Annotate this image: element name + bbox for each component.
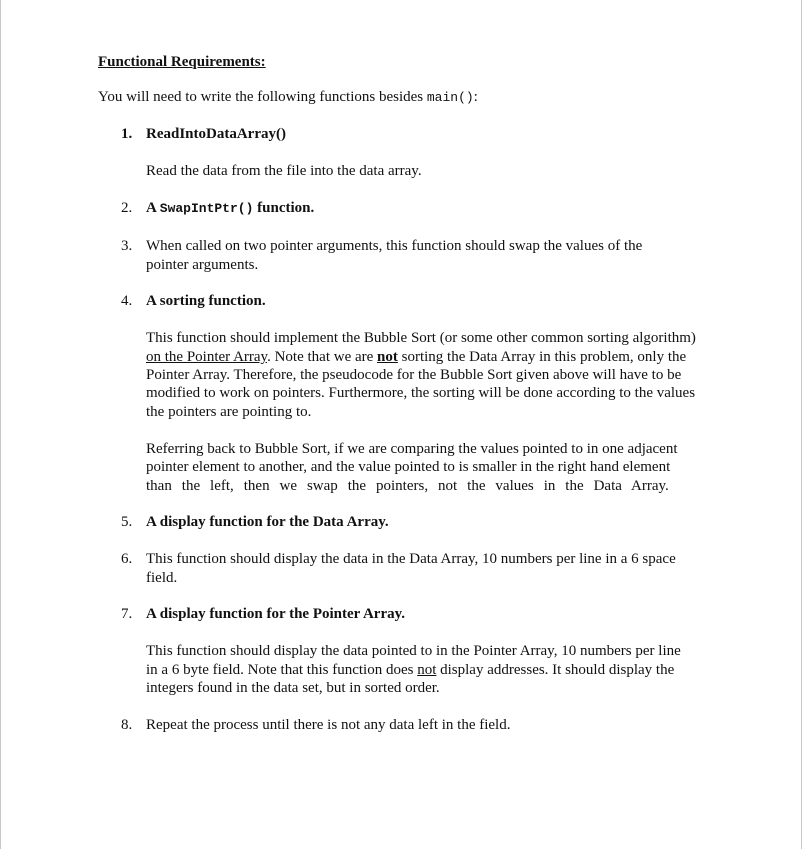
- item-title: A display function for the Data Array.: [146, 514, 389, 530]
- item-text: Repeat the process until there is not any data left in the field.: [146, 717, 511, 733]
- para-line: modified to work on pointers. Furthermore, the sorting will be done according to the values: [146, 385, 696, 401]
- para-line: This function should implement the Bubble Sort (or some other common sorting algorithm): [146, 330, 696, 346]
- para-text: in a 6 byte field. Note that this function does: [146, 662, 418, 678]
- item-title-pre: A: [146, 200, 160, 216]
- para-line: [146, 349, 686, 366]
- item-number: 5.: [121, 514, 133, 530]
- para-line: integers found in the data set, but in sorted order.: [146, 680, 440, 696]
- item-number: 8.: [121, 717, 133, 733]
- item-number: 4.: [121, 293, 133, 309]
- para-text: display addresses. It should display the: [436, 662, 675, 678]
- item-title: A display function for the Pointer Array.: [146, 606, 406, 622]
- para-line: This function should display the data pointed to in the Pointer Array, 10 numbers per line: [146, 643, 681, 659]
- para-text: sorting the Data Array in this problem, only the: [397, 349, 687, 365]
- para-text: . Note that we are: [267, 349, 378, 365]
- para-line: [146, 662, 674, 679]
- item-text: pointer arguments.: [146, 257, 259, 273]
- emphasis-not: not: [377, 349, 398, 365]
- intro-before: You will need to write the following functions besides: [98, 89, 427, 105]
- item-title: A sorting function.: [146, 293, 266, 309]
- item-number: 2.: [121, 200, 133, 216]
- item-title-code: SwapIntPtr(): [159, 201, 254, 216]
- intro-after: :: [473, 89, 478, 105]
- para-line: pointer element to another, and the value pointed to is smaller in the right hand element: [146, 459, 671, 475]
- item-number: 7.: [121, 606, 133, 622]
- item-title: [146, 200, 314, 217]
- para-line: Referring back to Bubble Sort, if we are comparing the values pointed to in one adjacent: [146, 441, 678, 457]
- item-text: field.: [146, 570, 178, 586]
- item-number: 3.: [121, 238, 133, 254]
- emphasis-not: not: [417, 662, 437, 678]
- underlined-text: on the Pointer Array: [146, 349, 268, 365]
- para-line: Pointer Array. Therefore, the pseudocode for the Bubble Sort given above will have to be: [146, 367, 682, 383]
- para-line: the pointers are pointing to.: [146, 404, 312, 420]
- item-title-post: function.: [253, 200, 315, 216]
- item-text: This function should display the data in the Data Array, 10 numbers per line in a 6 space: [146, 551, 676, 567]
- intro-code: main(): [426, 90, 474, 105]
- item-title: ReadIntoDataArray(): [146, 126, 286, 142]
- section-heading: Functional Requirements:: [98, 54, 266, 70]
- para-line: than the left, then we swap the pointers, not the values in the Data Array.: [146, 478, 669, 494]
- item-body: Read the data from the file into the data array.: [146, 163, 422, 179]
- item-number: 6.: [121, 551, 133, 567]
- item-number: 1.: [121, 126, 133, 142]
- intro-text: [98, 89, 478, 106]
- item-text: When called on two pointer arguments, this function should swap the values of the: [146, 238, 643, 254]
